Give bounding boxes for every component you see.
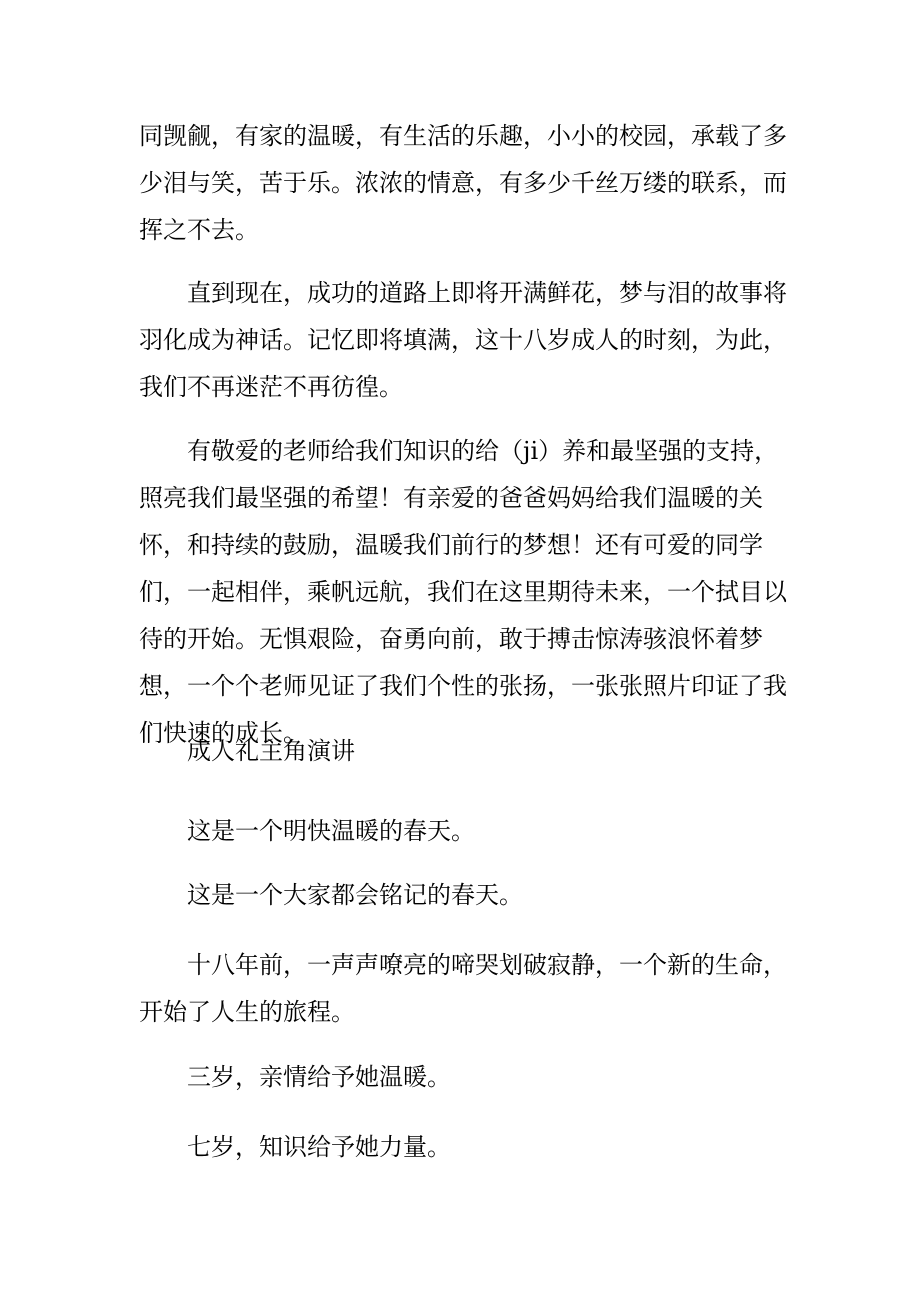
paragraph-eighteen-years-ago: 十八年前，一声声嘹亮的啼哭划破寂静，一个新的生命，开始了人生的旅程。: [139, 951, 787, 1026]
paragraph-success-road: 直到现在，成功的道路上即将开满鲜花，梦与泪的故事将羽化成为神话。记忆即将填满，这十八岁成人的时刻，为此，我们不再迷茫不再彷徨。: [139, 279, 787, 401]
paragraph-continuation: 同觊觎，有家的温暖，有生活的乐趣，小小的校园，承载了多少泪与笑，苦于乐。浓浓的情意，有多少千丝万缕的联系，而挥之不去。: [139, 122, 787, 244]
section-heading: 成人礼主角演讲: [187, 737, 355, 765]
paragraph-teachers-parents: 有敬爱的老师给我们知识的给（ji）养和最坚强的支持，照亮我们最坚强的希望！有亲爱的爸爸妈妈给我们温暖的关怀，和持续的鼓励，温暖我们前行的梦想！还有可爱的同学们，一起相伴，乘帆远航，我们在这里期待未来，一个拭目以待的开始。无惧艰险，奋勇向前，敢于搏击惊涛骇浪怀着梦想，一个个老师见证了我们个性的张扬，一张张照片印证了我们快速的成长。: [139, 437, 787, 747]
paragraph-spring-2: 这是一个大家都会铭记的春天。: [187, 881, 523, 909]
paragraph-spring-1: 这是一个明快温暖的春天。: [187, 817, 475, 845]
paragraph-age-seven: 七岁，知识给予她力量。: [187, 1133, 451, 1161]
paragraph-age-three: 三岁，亲情给予她温暖。: [187, 1063, 451, 1091]
